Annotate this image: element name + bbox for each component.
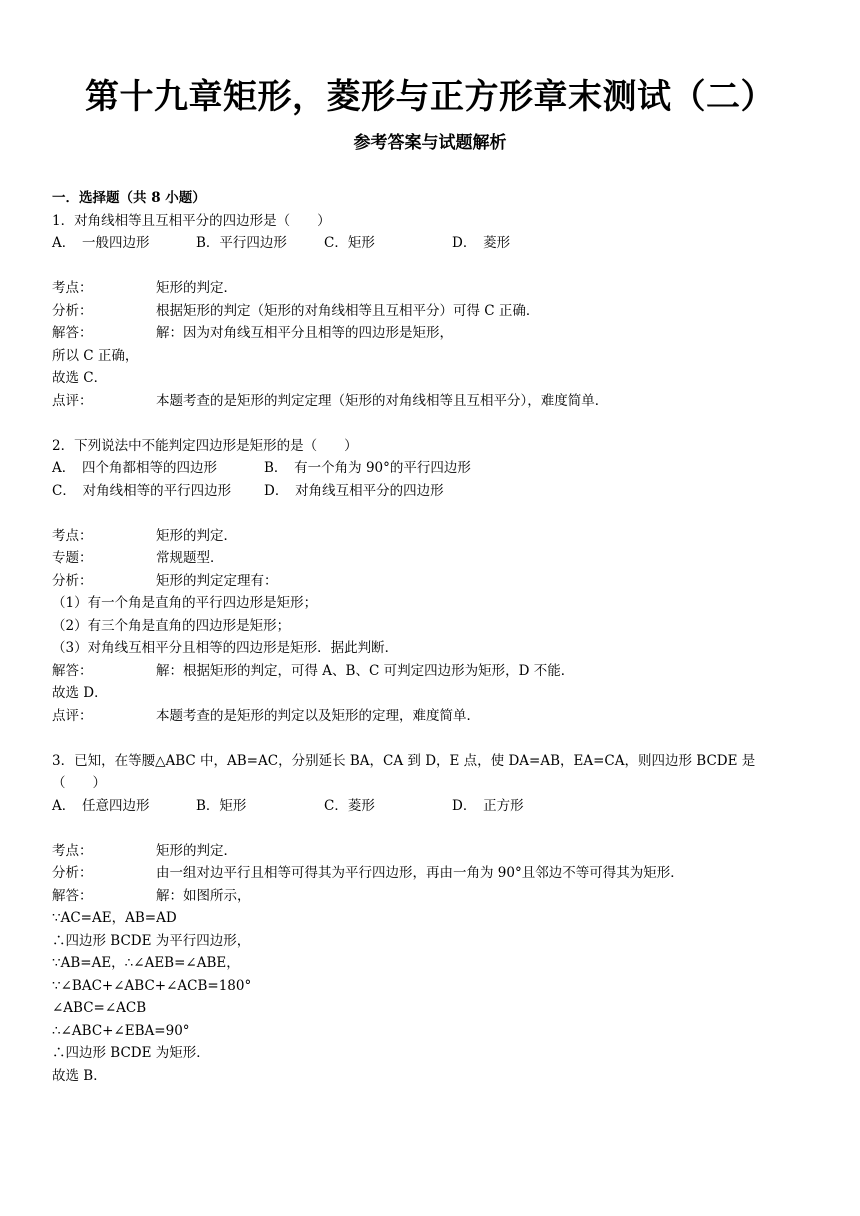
document-body: [52, 187, 812, 1087]
section-heading: 一．选择题（共 8 小题）: [52, 190, 206, 206]
option-d: D． 正方形: [452, 797, 524, 814]
dianping-label: 点评：: [52, 707, 93, 724]
option-c: C．矩形: [324, 235, 375, 251]
dianping-row: [52, 390, 812, 413]
option-a: A． 四个角都相等的四边形: [52, 460, 217, 476]
kaodian-row: [52, 840, 812, 863]
fenxi-text: 矩形的判定定理有：: [156, 572, 278, 589]
proof-line: ∴四边形 BCDE 为矩形．: [52, 1045, 210, 1061]
zhuanti-row: [52, 547, 812, 570]
option-c: C． 对角线相等的平行四边形: [52, 482, 232, 499]
page-subtitle: 参考答案与试题解析: [353, 133, 507, 153]
question-2-stem: 2．下列说法中不能判定四边形是矩形的是（ ）: [52, 437, 358, 454]
jieda-row: [52, 660, 812, 683]
fenxi-item: （1）有一个角是直角的平行四边形是矩形；: [52, 595, 318, 611]
option-b: B．矩形: [196, 797, 247, 814]
fenxi-text: 由一组对边平行且相等可得其为平行四边形，再由一角为 90°且邻边不等可得其为矩形．: [156, 865, 684, 881]
fenxi-row: [52, 300, 812, 323]
jieda-label: 解答：: [52, 887, 93, 904]
proof-line: ∴四边形 BCDE 为平行四边形，: [52, 932, 251, 949]
fenxi-text: 根据矩形的判定（矩形的对角线相等且互相平分）可得 C 正确．: [156, 302, 540, 319]
proof-line: 故选 B．: [52, 1067, 107, 1084]
proof-line: ∵∠BAC+∠ABC+∠ACB=180°: [52, 977, 252, 994]
jieda-label: 解答：: [52, 662, 93, 679]
option-b: B． 有一个角为 90°的平行四边形: [264, 460, 471, 476]
question-2-options-row1: [52, 457, 812, 480]
jieda-text: 解：因为对角线互相平分且相等的四边形是矩形，: [156, 325, 453, 341]
kaodian-label: 考点：: [52, 527, 93, 544]
kaodian-text: 矩形的判定．: [156, 280, 237, 296]
option-a: A． 任意四边形: [52, 797, 150, 814]
jieda-cont: 所以 C 正确，: [52, 347, 139, 364]
jieda-row: [52, 322, 812, 345]
jieda-text: 解：如图所示，: [156, 887, 251, 904]
option-b: B．平行四边形: [196, 235, 287, 251]
dianping-label: 点评：: [52, 392, 93, 409]
proof-line: ∵AC=AE，AB=AD: [52, 910, 177, 926]
question-2-options-row2: [52, 480, 812, 503]
proof-line: ∠ABC=∠ACB: [52, 1000, 147, 1016]
jieda-cont: 故选 C．: [52, 370, 108, 386]
dianping-text: 本题考查的是矩形的判定以及矩形的定理，难度简单．: [156, 707, 480, 724]
option-d: D． 菱形: [452, 235, 511, 251]
dianping-text: 本题考查的是矩形的判定定理（矩形的对角线相等且互相平分），难度简单．: [156, 392, 609, 409]
fenxi-label: 分析：: [52, 302, 93, 319]
jieda-cont: 故选 D．: [52, 685, 108, 701]
question-1-options: [52, 232, 812, 255]
jieda-text: 解：根据矩形的判定，可得 A、B、C 可判定四边形为矩形，D 不能．: [156, 662, 575, 679]
question-3-options: [52, 795, 812, 818]
question-3-stem: 3．已知，在等腰△ABC 中，AB=AC，分别延长 BA，CA 到 D，E 点，使 DA=AB，EA=CA，则四边形 BCDE 是: [52, 752, 756, 769]
fenxi-item: （3）对角线互相平分且相等的四边形是矩形．据此判断．: [52, 640, 399, 656]
kaodian-label: 考点：: [52, 280, 93, 296]
fenxi-row: [52, 570, 812, 593]
proof-line: ∵AB=AE，∴∠AEB=∠ABE，: [52, 955, 240, 971]
zhuanti-label: 专题：: [52, 550, 93, 566]
option-a: A． 一般四边形: [52, 235, 150, 251]
kaodian-row: [52, 525, 812, 548]
kaodian-text: 矩形的判定．: [156, 527, 237, 544]
dianping-row: [52, 705, 812, 728]
jieda-label: 解答：: [52, 325, 93, 341]
jieda-row: [52, 885, 812, 908]
option-d: D． 对角线互相平分的四边形: [264, 482, 444, 499]
kaodian-label: 考点：: [52, 842, 93, 859]
kaodian-row: [52, 277, 812, 300]
fenxi-item: （2）有三个角是直角的四边形是矩形；: [52, 617, 291, 634]
proof-line: ∴∠ABC+∠EBA=90°: [52, 1022, 190, 1039]
zhuanti-text: 常规题型．: [156, 550, 224, 566]
question-3-stem-cont: （ ）: [52, 775, 106, 791]
question-1-stem: 1．对角线相等且互相平分的四边形是（ ）: [52, 212, 331, 229]
fenxi-label: 分析：: [52, 572, 93, 589]
kaodian-text: 矩形的判定．: [156, 842, 237, 859]
fenxi-label: 分析：: [52, 865, 93, 881]
page-title: 第十九章矩形，菱形与正方形章末测试（二）: [85, 77, 775, 117]
option-c: C．菱形: [324, 797, 375, 814]
fenxi-row: [52, 862, 812, 885]
